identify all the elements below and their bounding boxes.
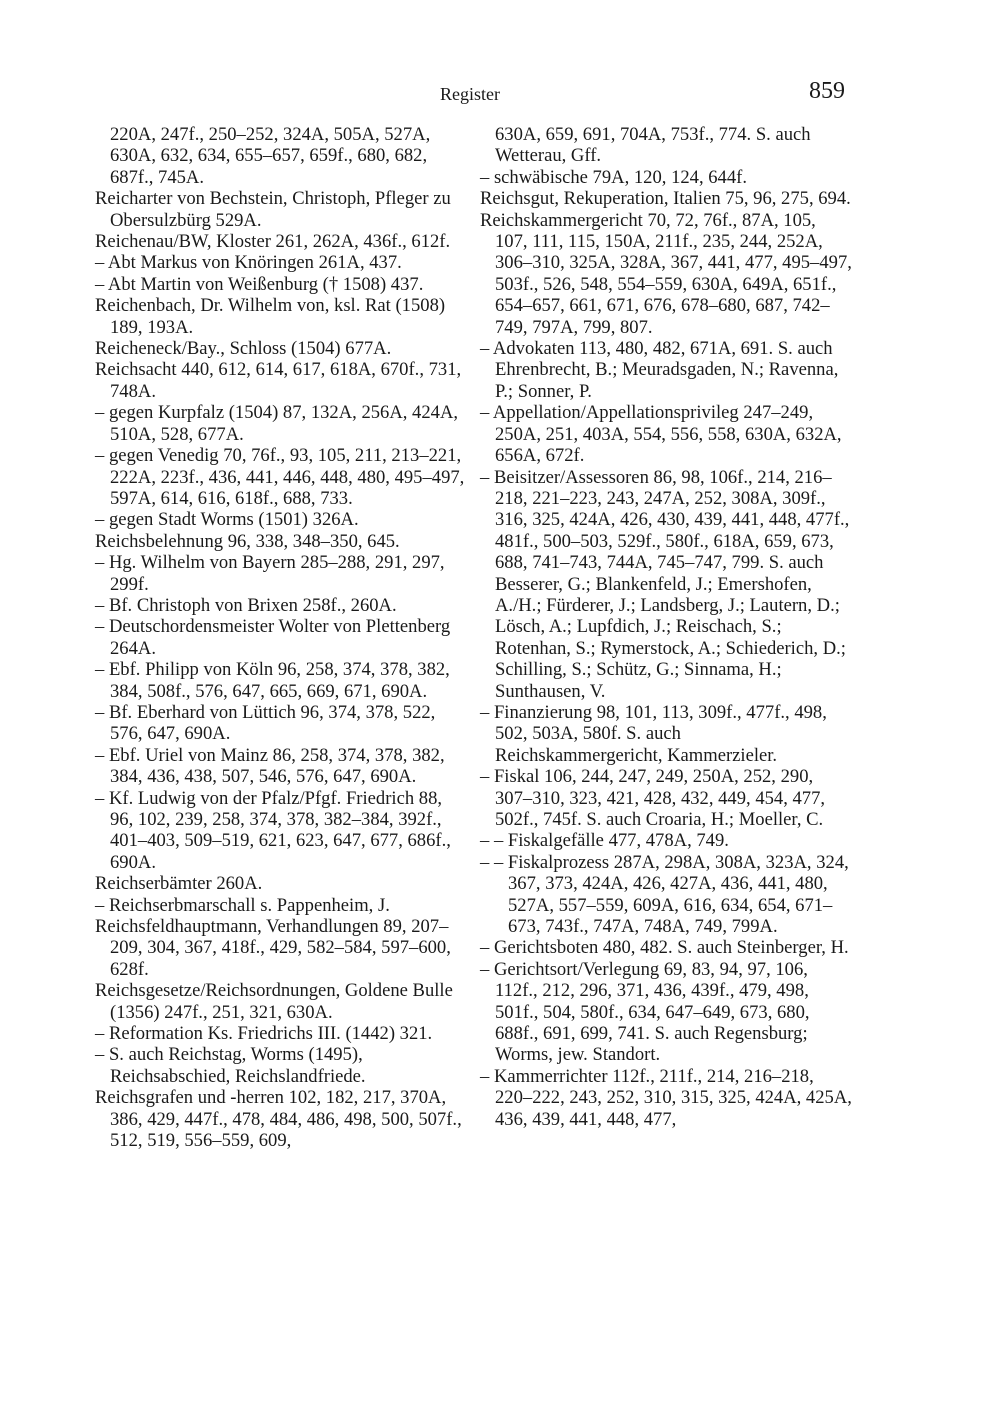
index-entry: – Gerichtsort/Verlegung 69, 83, 94, 97, 106, 112f., 212, 296, 371, 436, 439f., 479, 498, 501f., 504, 580f., 634, 647–649, 673, 680, 688f., 691, 699, 741. S. auch Regensburg; Worms, jew. Standort. [480,958,810,1066]
running-title: Register [440,84,500,104]
index-entry: – gegen Venedig 70, 76f., 93, 105, 211, 213–221, 222A, 223f., 436, 441, 446, 448, 480, 495–497, 597A, 614, 616, 618f., 688, 733. [95,445,465,509]
index-entry: Reichsgesetze/Reichsordnungen, Goldene Bulle (1356) 247f., 251, 321, 630A. [95,980,453,1023]
index-entry: – Ebf. Uriel von Mainz 86, 258, 374, 378, 382, 384, 436, 438, 507, 546, 576, 647, 690A. [95,744,445,788]
index-entry: – Bf. Eberhard von Lüttich 96, 374, 378, 522, 576, 647, 690A. [95,701,436,745]
index-entry: 630A, 659, 691, 704A, 753f., 774. S. auch Wetterau, Gff. [495,124,811,167]
index-entry: Reichsgrafen und -herren 102, 182, 217, 370A, 386, 429, 447f., 478, 484, 486, 498, 500, 507f., 512, 519, 556–559, 609, [95,1087,462,1152]
index-entry: – Kf. Ludwig von der Pfalz/Pfgf. Friedrich 88, 96, 102, 239, 258, 374, 378, 382–384, 392f., 401–403, 509–519, 621, 623, 647, 677, 686f., 690A. [95,787,451,873]
page-header [95,78,845,108]
index-entry: – Deutschordensmeister Wolter von Plettenberg 264A. [95,616,451,659]
index-entry: – Abt Martin von Weißenburg († 1508) 437. [95,273,424,295]
index-entry: Reichserbämter 260A. [95,873,263,895]
index-entry: – Reichserbmarschall s. Pappenheim, J. [95,894,390,916]
index-entry: Reichsacht 440, 612, 614, 617, 618A, 670f., 731, 748A. [95,359,462,402]
index-entry: Reichenau/BW, Kloster 261, 262A, 436f., 612f. [95,231,451,253]
index-entry: – Finanzierung 98, 101, 113, 309f., 477f., 498, 502, 503A, 580f. S. auch Reichskammergericht, Kammerzieler. [480,701,827,766]
index-entry: – Gerichtsboten 480, 482. S. auch Steinberger, H. [480,937,849,959]
index-entry: – Reformation Ks. Friedrichs III. (1442) 321. [95,1023,433,1045]
index-entry: – gegen Kurpfalz (1504) 87, 132A, 256A, 424A, 510A, 528, 677A. [95,402,459,445]
index-entry: Reichenbach, Dr. Wilhelm von, ksl. Rat (1508) 189, 193A. [95,295,446,338]
index-entry: Reichsbelehnung 96, 338, 348–350, 645. [95,530,400,552]
index-entry: – Appellation/Appellationsprivileg 247–249, 250A, 251, 403A, 554, 556, 558, 630A, 632A, 656A, 672f. [480,402,842,467]
index-entry: Reichsfeldhauptmann, Verhandlungen 89, 207–209, 304, 367, 418f., 429, 582–584, 597–600, 628f. [95,916,451,980]
page-number: 859 [809,78,845,104]
index-entry: Reichskammergericht 70, 72, 76f., 87A, 105, 107, 111, 115, 150A, 211f., 235, 244, 252A, 306–310, 325A, 328A, 367, 441, 477, 495–497, 503f., 526, 548, 554–559, 630A, 649A, 651f., 654–657, 661, 671, 676, 678–680, 687, 742–749, 797A, 799, 807. [480,209,852,338]
index-entry: Reicharter von Bechstein, Christoph, Pfleger zu Obersulzbürg 529A. [95,188,451,231]
index-entry: – schwäbische 79A, 120, 124, 644f. [480,166,747,188]
index-entry: – Bf. Christoph von Brixen 258f., 260A. [95,594,397,616]
index-column-left [95,124,467,1152]
index-entry: – – Fiskalprozess 287A, 298A, 308A, 323A, 324, 367, 373, 424A, 426, 427A, 436, 441, 480, 527A, 557–559, 609A, 616, 634, 654, 671–673, 743f., 747A, 748A, 749, 799A. [480,851,849,938]
index-entry: Reichsgut, Rekuperation, Italien 75, 96, 275, 694. [480,188,851,210]
index-entry: – Advokaten 113, 480, 482, 671A, 691. S. auch Ehrenbrecht, B.; Meuradsgaden, N.; Ravenna, P.; Sonner, P. [480,338,839,402]
index-entry: – Beisitzer/Assessoren 86, 98, 106f., 214, 216–218, 221–223, 243, 247A, 252, 308A, 309f., 316, 325, 424A, 426, 430, 439, 441, 448, 477f., 481f., 500–503, 529f., 580f., 618A, 659, 673, 688, 741–743, 744A, 745–747, 799. S. auch Besserer, G.; Blankenfeld, J.; Emershofen, A./H.; Fürderer, J.; Landsberg, J.; Lautern, D.; Lösch, A.; Lupfdich, J.; Reischach, S.; Rotenhan, S.; Rymerstock, A.; Schiederich, D.; Schilling, S.; Schütz, G.; Sinnama, H.; Sunthausen, V. [480,466,850,702]
index-entry: – – Fiskalgefälle 477, 478A, 749. [480,830,729,852]
index-entry: – S. auch Reichstag, Worms (1495), Reichsabschied, Reichslandfriede. [95,1044,366,1087]
index-entry: – gegen Stadt Worms (1501) 326A. [95,509,359,531]
index-entry: Reicheneck/Bay., Schloss (1504) 677A. [95,338,392,360]
index-entry: – Abt Markus von Knöringen 261A, 437. [95,252,402,274]
index-entry: – Kammerrichter 112f., 211f., 214, 216–218, 220–222, 243, 252, 310, 315, 325, 424A, 425A, 436, 439, 441, 448, 477, [480,1065,852,1130]
index-entry: – Ebf. Philipp von Köln 96, 258, 374, 378, 382, 384, 508f., 576, 647, 665, 669, 671, 690A. [95,659,450,702]
index-column-right [480,124,852,1130]
index-entry: – Hg. Wilhelm von Bayern 285–288, 291, 297, 299f. [95,552,445,595]
index-entry: 220A, 247f., 250–252, 324A, 505A, 527A, 630A, 632, 634, 655–657, 659f., 680, 682, 687f., 745A. [110,124,431,188]
index-entry: – Fiskal 106, 244, 247, 249, 250A, 252, 290, 307–310, 323, 421, 428, 432, 449, 454, 477, 502f., 745f. S. auch Croaria, H.; Moeller, C. [480,766,826,830]
